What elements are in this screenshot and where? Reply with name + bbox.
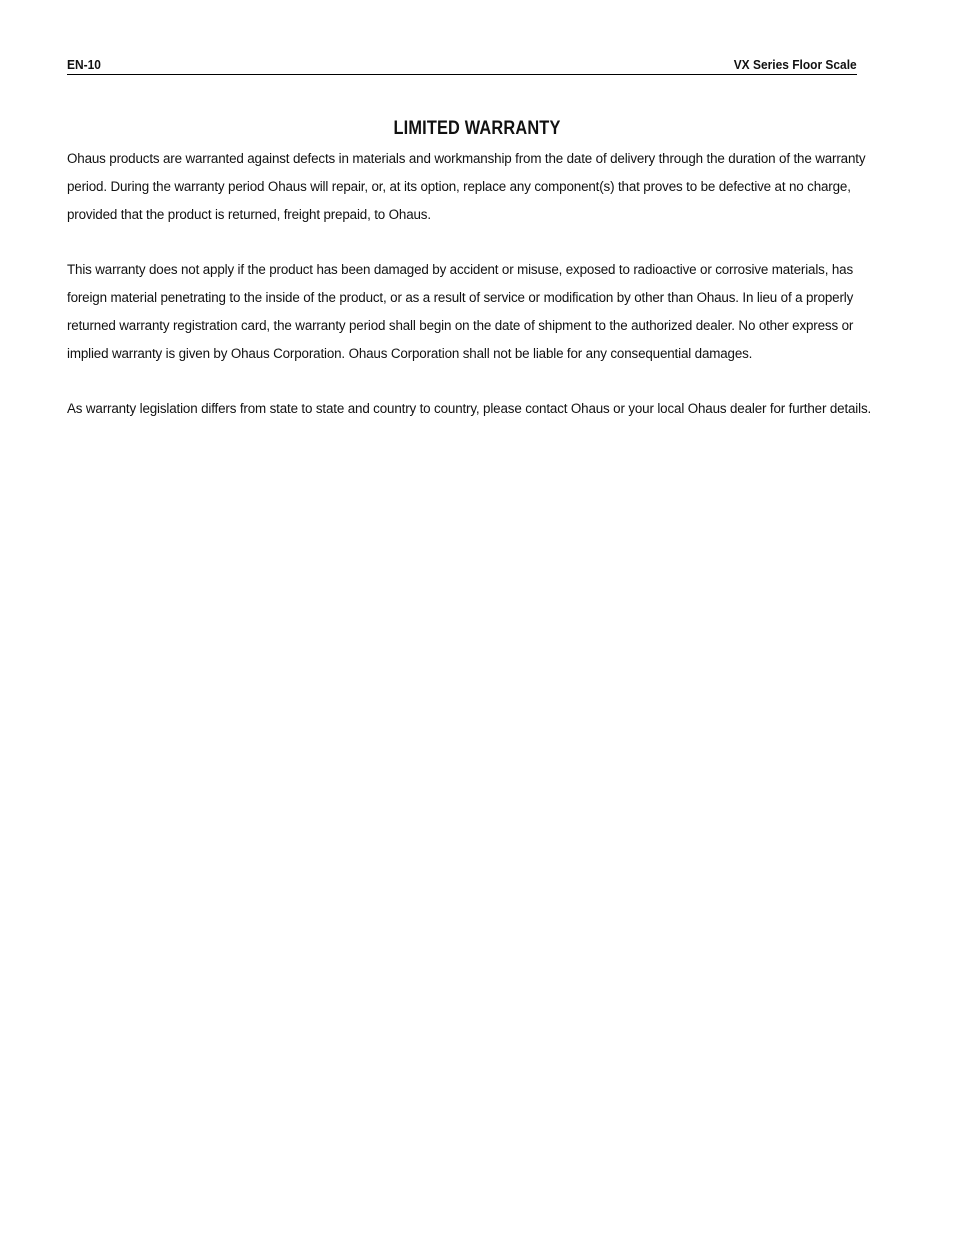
section-title: LIMITED WARRANTY: [393, 118, 561, 139]
warranty-paragraph-3: As warranty legislation differs from state to state and country to country, please contact Ohaus or your local Ohaus dealer for further details.: [67, 401, 872, 416]
document-title: VX Series Floor Scale: [734, 57, 857, 72]
warranty-paragraph-1: Ohaus products are warranted against defects in materials and workmanship from the date of delivery through the duration of the warranty period. During the warranty period Ohaus will repair, or, at its option, replace any component(s) that proves to be defective at no charge, provided that the product is returned, freight prepaid, to Ohaus.: [67, 151, 866, 222]
warranty-paragraph-2: This warranty does not apply if the product has been damaged by accident or misuse, exposed to radioactive or corrosive materials, has foreign material penetrating to the inside of the product, or as a result of service or modification by other than Ohaus. In lieu of a properly returned warranty registration card, the warranty period shall begin on the date of shipment to the authorized dealer. No other express or implied warranty is given by Ohaus Corporation. Ohaus Corporation shall not be liable for any consequential damages.: [67, 262, 854, 361]
running-header: [67, 57, 857, 75]
page-number: EN-10: [67, 57, 101, 72]
